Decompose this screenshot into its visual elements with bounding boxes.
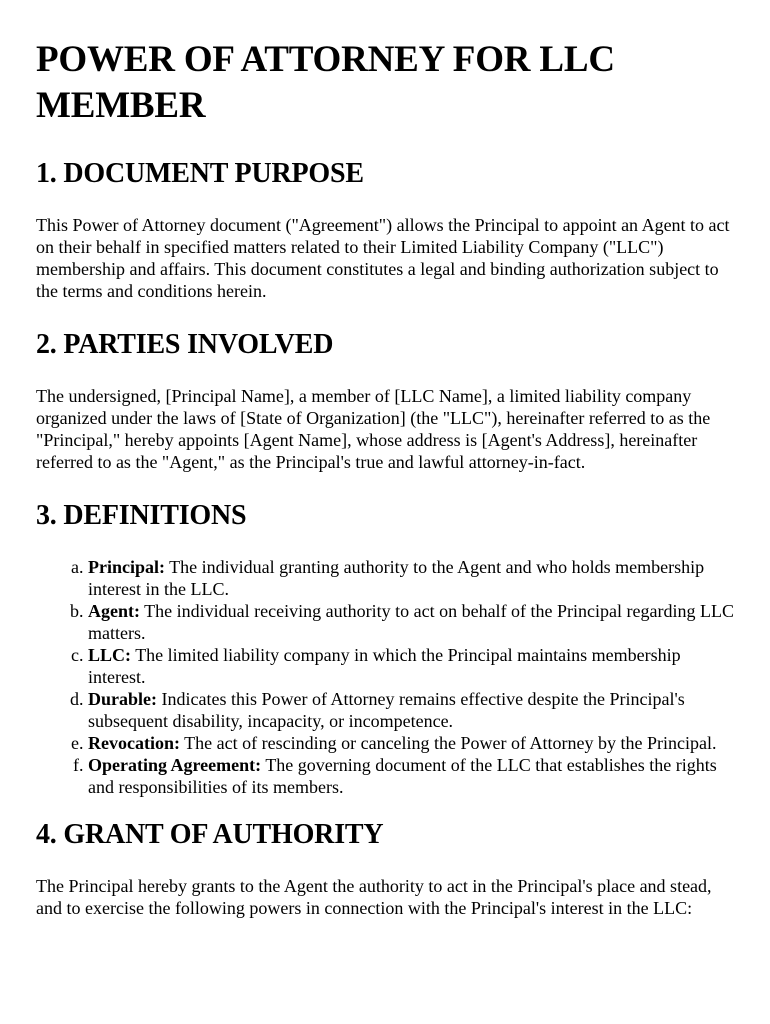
section-text-grant-of-authority: The Principal hereby grants to the Agent the authority to act in the Principal's place and stead, and to exercise the following powers in connection with the Principal's interest in the LLC: [36,876,712,918]
definition-term: Revocation: [88,733,180,753]
section-text-parties-involved: The undersigned, [Principal Name], a member of [LLC Name], a limited liability company organized under the laws of [State of Organization] (the "LLC"), hereinafter referred to as the "Principal," hereby appoints [Agent Name], whose address is [Agent's Address], hereinafter referred to as the "Agent," as the Principal's true and lawful attorney-in-fact. [36,386,711,472]
definition-text: The individual receiving authority to act on behalf of the Principal regarding LLC matters. [88,601,734,643]
definition-text: Indicates this Power of Attorney remains effective despite the Principal's subsequent disability, incapacity, or incompetence. [88,689,685,731]
definition-term: Durable: [88,689,157,709]
definition-text: The limited liability company in which the Principal maintains membership interest. [88,645,681,687]
definition-term: Principal: [88,557,165,577]
definition-term: Agent: [88,601,140,621]
definition-text: The governing document of the LLC that establishes the rights and responsibilities of its members. [88,755,717,797]
definition-text: The act of rescinding or canceling the Power of Attorney by the Principal. [179,733,717,753]
definition-text: The individual granting authority to the Agent and who holds membership interest in the LLC. [88,557,705,599]
definition-item-llc [88,644,734,688]
section-heading-parties-involved: 2. PARTIES INVOLVED [36,329,334,360]
definitions-list [36,556,734,798]
definition-item-operating-agreement [88,754,734,798]
definition-item-durable [88,688,734,732]
document-title: POWER OF ATTORNEY FOR LLC MEMBER [36,39,615,126]
definition-item-agent [88,600,734,644]
section-heading-document-purpose: 1. DOCUMENT PURPOSE [36,158,364,189]
definition-item-principal [88,556,734,600]
definition-term: LLC: [88,645,132,665]
definition-term: Operating Agreement: [88,755,262,775]
definition-item-revocation [88,732,734,754]
section-text-document-purpose: This Power of Attorney document ("Agreement") allows the Principal to appoint an Agent to act on their behalf in specified matters related to their Limited Liability Company ("LLC") membership and affairs. This document constitutes a legal and binding authorization subject to the terms and conditions herein. [36,215,730,301]
section-heading-grant-of-authority: 4. GRANT OF AUTHORITY [36,819,384,850]
section-heading-definitions: 3. DEFINITIONS [36,500,247,531]
